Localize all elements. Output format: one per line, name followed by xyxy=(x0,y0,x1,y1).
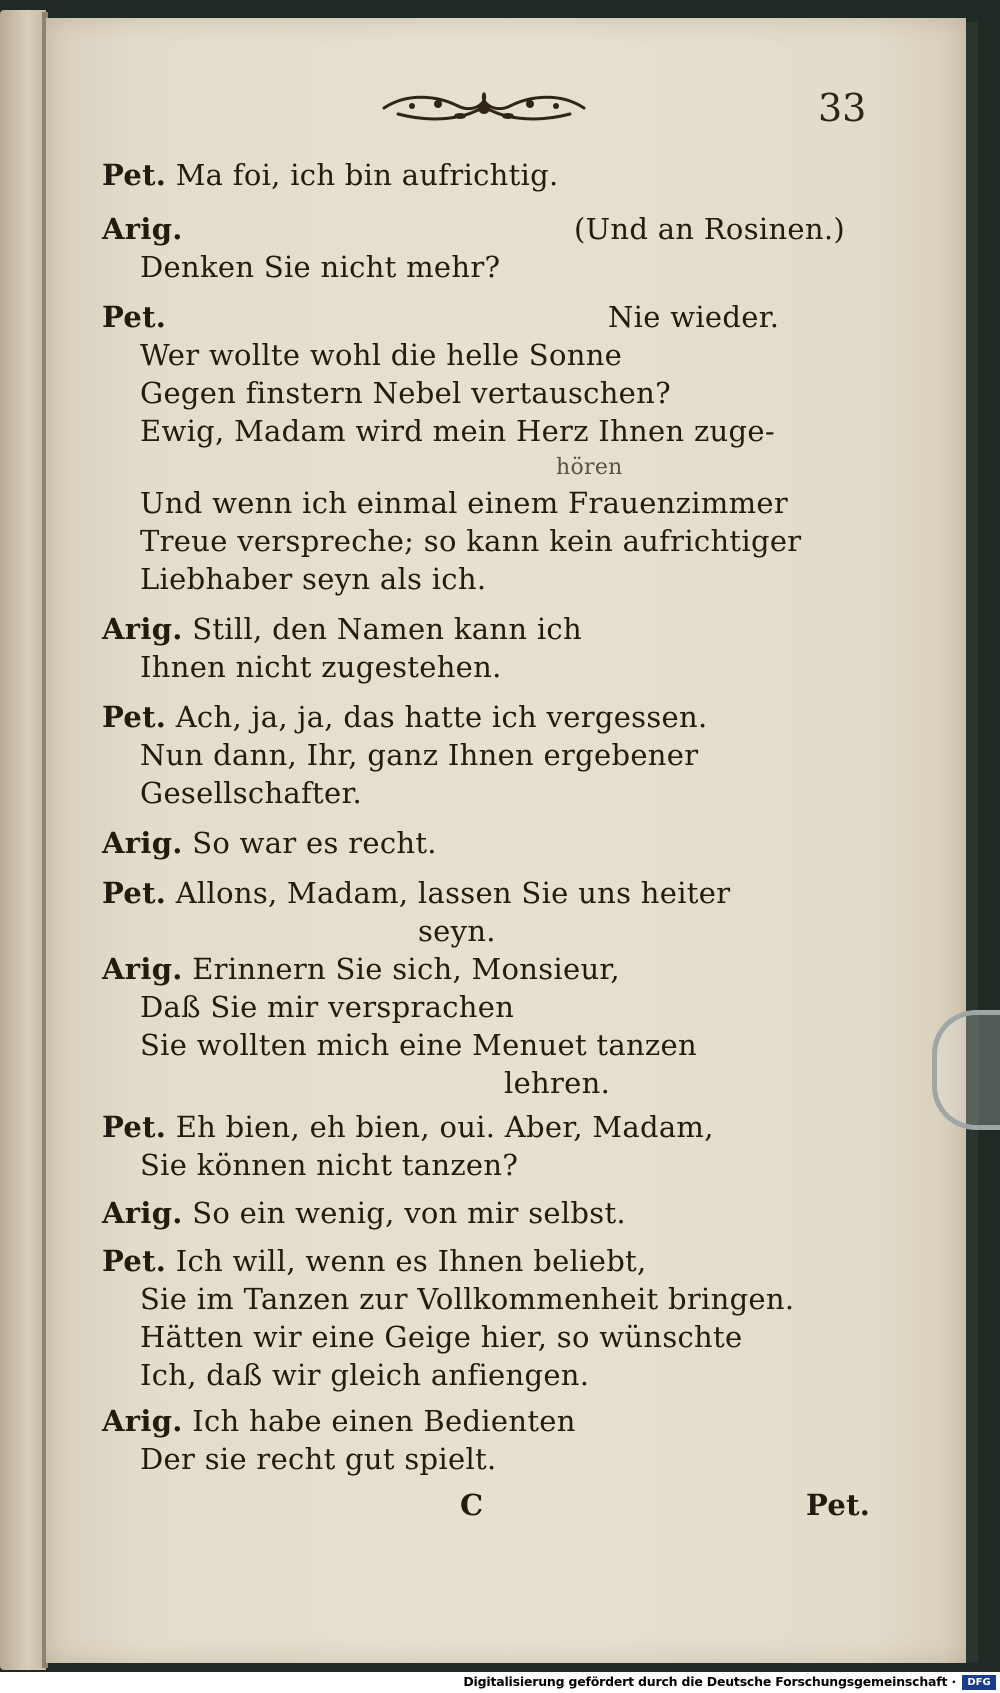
line-text: Allons, Madam, lassen Sie uns heiter xyxy=(166,876,731,910)
text-line xyxy=(102,1404,576,1438)
line-text: Ma foi, ich bin aufrichtig. xyxy=(166,158,559,192)
speaker-label: Pet. xyxy=(102,158,167,192)
line-text: So ein wenig, von mir selbst. xyxy=(182,1196,626,1230)
line-text: Still, den Namen kann ich xyxy=(182,612,582,646)
line-text: Ach, ja, ja, das hatte ich vergessen. xyxy=(166,700,708,734)
line-text: Ich, daß wir gleich anfiengen. xyxy=(140,1358,590,1392)
signature-mark xyxy=(460,1488,483,1522)
speaker-label: Arig. xyxy=(102,952,183,986)
text-line xyxy=(556,454,623,480)
line-text: C xyxy=(460,1488,484,1522)
previous-page-edge xyxy=(0,10,46,1670)
page-number: 33 xyxy=(818,86,867,130)
floral-vignette-icon xyxy=(378,86,590,128)
line-text: Nun dann, Ihr, ganz Ihnen ergebener xyxy=(140,738,699,772)
line-text: Pet. xyxy=(806,1488,871,1522)
text-line xyxy=(574,212,845,246)
text-line xyxy=(102,300,166,334)
funding-credit: Digitalisierung gefördert durch die Deutsche Forschungsgemeinschaft · xyxy=(463,1674,956,1689)
line-text: Und wenn ich einmal einem Frauenzimmer xyxy=(140,486,789,520)
text-line xyxy=(140,250,500,284)
catchword xyxy=(806,1488,870,1522)
dfg-logo-icon: DFG xyxy=(962,1675,996,1690)
speaker-label: Pet. xyxy=(102,1244,167,1278)
page-clip xyxy=(932,1010,1000,1130)
text-line xyxy=(140,524,801,558)
text-line xyxy=(140,562,486,596)
text-line xyxy=(608,300,779,334)
line-text: Erinnern Sie sich, Monsieur, xyxy=(182,952,620,986)
text-line xyxy=(140,1358,589,1392)
digitization-footer xyxy=(0,1672,1000,1693)
line-text: hören xyxy=(556,455,623,480)
text-line xyxy=(102,1110,714,1144)
text-line xyxy=(102,700,708,734)
line-text: Ich habe einen Bedienten xyxy=(182,1404,576,1438)
line-text: lehren. xyxy=(504,1066,611,1100)
speaker-label: Pet. xyxy=(102,700,167,734)
line-text: (Und an Rosinen.) xyxy=(574,212,845,246)
speaker-label: Arig. xyxy=(102,612,183,646)
line-text: Sie im Tanzen zur Vollkommenheit bringen. xyxy=(140,1282,795,1316)
line-text: Nie wieder. xyxy=(608,300,780,334)
text-line xyxy=(140,1028,697,1062)
text-line xyxy=(140,376,671,410)
speaker-label: Pet. xyxy=(102,1110,167,1144)
text-line xyxy=(140,486,788,520)
line-text: Gegen finstern Nebel vertauschen? xyxy=(140,376,671,410)
text-line xyxy=(102,212,183,246)
text-line xyxy=(140,776,362,810)
line-text: Der sie recht gut spielt. xyxy=(140,1442,497,1476)
speaker-label: Arig. xyxy=(102,1196,183,1230)
speaker-label: Arig. xyxy=(102,826,183,860)
line-text: Ewig, Madam wird mein Herz Ihnen zuge- xyxy=(140,414,775,448)
text-line xyxy=(140,738,698,772)
line-text: Sie wollten mich eine Menuet tanzen xyxy=(140,1028,697,1062)
line-text: Treue verspreche; so kann kein aufrichtiger xyxy=(140,524,802,558)
line-text: Hätten wir eine Geige hier, so wünschte xyxy=(140,1320,743,1354)
text-line xyxy=(140,414,775,448)
text-line xyxy=(140,990,514,1024)
text-line xyxy=(140,1148,518,1182)
text-line xyxy=(102,1244,647,1278)
line-text: Denken Sie nicht mehr? xyxy=(140,250,501,284)
line-text: Daß Sie mir versprachen xyxy=(140,990,515,1024)
line-text: Wer wollte wohl die helle Sonne xyxy=(140,338,623,372)
text-line xyxy=(140,338,622,372)
line-text: seyn. xyxy=(418,914,496,948)
speaker-label: Pet. xyxy=(102,876,167,910)
text-line xyxy=(504,1066,610,1100)
text-line xyxy=(418,914,496,948)
line-text: Sie können nicht tanzen? xyxy=(140,1148,519,1182)
speaker-label: Arig. xyxy=(102,212,183,246)
text-line xyxy=(102,158,559,192)
text-line xyxy=(140,1282,794,1316)
text-line xyxy=(102,1196,626,1230)
line-text: Eh bien, eh bien, oui. Aber, Madam, xyxy=(166,1110,714,1144)
text-line xyxy=(102,612,582,646)
line-text: Gesellschafter. xyxy=(140,776,362,810)
line-text: Liebhaber seyn als ich. xyxy=(140,562,487,596)
text-line xyxy=(140,1442,497,1476)
line-text: Ich will, wenn es Ihnen beliebt, xyxy=(166,1244,647,1278)
text-line xyxy=(102,952,620,986)
text-line xyxy=(102,826,437,860)
text-line xyxy=(140,1320,742,1354)
speaker-label: Pet. xyxy=(102,300,167,334)
line-text: Ihnen nicht zugestehen. xyxy=(140,650,502,684)
line-text: So war es recht. xyxy=(182,826,437,860)
text-line xyxy=(140,650,502,684)
text-line xyxy=(102,876,730,910)
speaker-label: Arig. xyxy=(102,1404,183,1438)
